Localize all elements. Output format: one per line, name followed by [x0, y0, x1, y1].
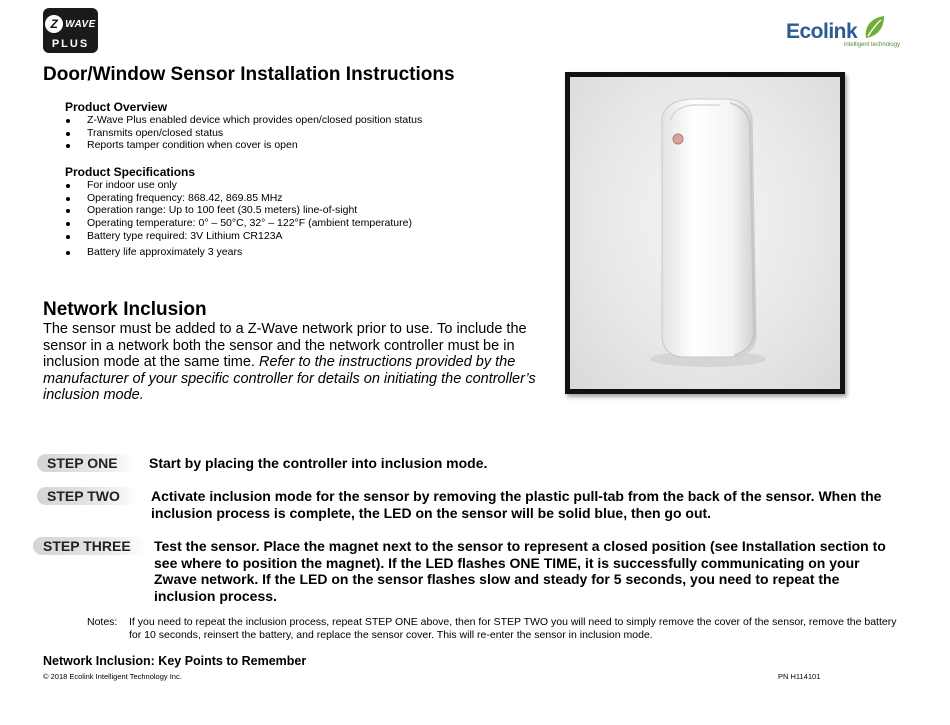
step-three-label: STEP THREE: [33, 537, 147, 555]
list-item: Operating frequency: 868.42, 869.85 MHz: [65, 192, 412, 205]
step-three-text: Test the sensor. Place the magnet next to the sensor to represent a closed position (see Installation section to see where to position the magnet). If the LED flashes ONE TIME, it is successfully communicating on your Zwave network. If the LED on the sensor flashes slow and steady for 5 seconds, you need to repeat the inclusion process.: [154, 538, 886, 604]
list-item: Reports tamper condition when cover is open: [65, 139, 422, 152]
zwave-word: WAVE: [65, 18, 96, 30]
notes-label: Notes:: [87, 616, 118, 628]
key-points-heading: Network Inclusion: Key Points to Remember: [43, 654, 307, 668]
ecolink-logo: [786, 14, 901, 54]
list-item: For indoor use only: [65, 179, 412, 192]
list-item: Transmits open/closed status: [65, 127, 422, 140]
notes-text: If you need to repeat the inclusion process, repeat STEP ONE above, then for STEP TWO you will need to simply remove the cover of the sensor, remove the battery for 10 seconds, reinsert the battery, and replace the sensor cover. This will re-enter the sensor in inclusion mode.: [129, 616, 897, 641]
list-item: Z-Wave Plus enabled device which provides open/closed position status: [65, 114, 422, 127]
network-inclusion-body: [43, 321, 543, 404]
page-title: Door/Window Sensor Installation Instructions: [43, 64, 455, 85]
network-inclusion-heading: Network Inclusion: [43, 299, 207, 320]
product-overview-heading: Product Overview: [65, 100, 168, 114]
list-item: Operation range: Up to 100 feet (30.5 meters) line-of-sight: [65, 204, 412, 217]
network-inclusion-italic-text: Refer to the instructions provided by the manufacturer of your specific controller for details on initiating the controller’s inclusion mode.: [43, 354, 536, 404]
product-overview-section: [65, 100, 422, 152]
step-one-label: STEP ONE: [37, 454, 135, 472]
list-item: Battery type required: 3V Lithium CR123A: [65, 230, 412, 243]
zwave-plus-logo: [43, 8, 98, 53]
footer-part-number: PN H114101: [778, 672, 821, 681]
step-two-text: Activate inclusion mode for the sensor by removing the plastic pull-tab from the back of the sensor. When the inclusion process is complete, the LED on the sensor will be solid blue, then go out.: [151, 488, 882, 521]
step-two-label: STEP TWO: [37, 487, 139, 505]
zwave-plus-text: PLUS: [51, 38, 90, 50]
footer-copyright: © 2018 Ecolink Intelligent Technology Inc.: [43, 672, 182, 681]
product-specifications-list: [65, 179, 412, 258]
zwave-letter: Z: [45, 15, 63, 33]
sensor-device-icon: [570, 77, 840, 389]
ecolink-tagline: intelligent technology: [844, 42, 901, 48]
step-one-text: Start by placing the controller into inclusion mode.: [149, 455, 488, 471]
leaf-icon: [862, 14, 886, 40]
product-overview-list: [65, 114, 422, 152]
product-specifications-section: [65, 165, 412, 258]
sensor-photo: [565, 72, 845, 394]
ecolink-name: Ecolink: [786, 20, 858, 43]
product-specifications-heading: Product Specifications: [65, 165, 196, 179]
network-inclusion-text: The sensor must be added to a Z-Wave network prior to use. To include the sensor in a network both the sensor and the network controller must be in inclusion mode at the same time.: [43, 321, 527, 371]
list-item: Battery life approximately 3 years: [65, 246, 412, 259]
list-item: Operating temperature: 0° – 50°C, 32° – 122°F (ambient temperature): [65, 217, 412, 230]
